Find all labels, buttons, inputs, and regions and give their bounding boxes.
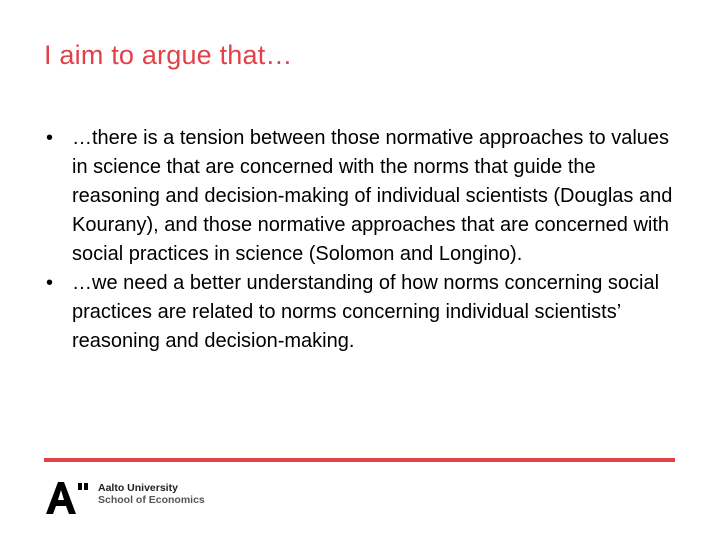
bullet-item <box>46 124 676 269</box>
bullet-list <box>46 124 676 356</box>
bullet-text: …we need a better understanding of how norms concerning social practices are related to norms concerning individual scientists’ reasoning and decision-making. <box>72 272 660 352</box>
bullet-item <box>46 269 676 356</box>
aalto-logo <box>44 480 214 516</box>
bullet-dot: • <box>46 127 54 149</box>
footer-divider <box>44 458 675 462</box>
slide-title: I aim to argue that… <box>44 40 293 70</box>
logo-name: Aalto University <box>98 482 178 494</box>
bullet-dot: • <box>46 272 54 294</box>
logo-subtitle: School of Economics <box>98 494 205 506</box>
bullet-text: …there is a tension between those normative approaches to values in science that are concerned with the norms that guide the reasoning and decision-making of individual scientists (Douglas and Kourany), and those normative approaches that are concerned with social practices in science (Solomon and Longino). <box>72 127 673 265</box>
logo-text <box>98 482 205 506</box>
aalto-logo-icon <box>44 480 92 516</box>
